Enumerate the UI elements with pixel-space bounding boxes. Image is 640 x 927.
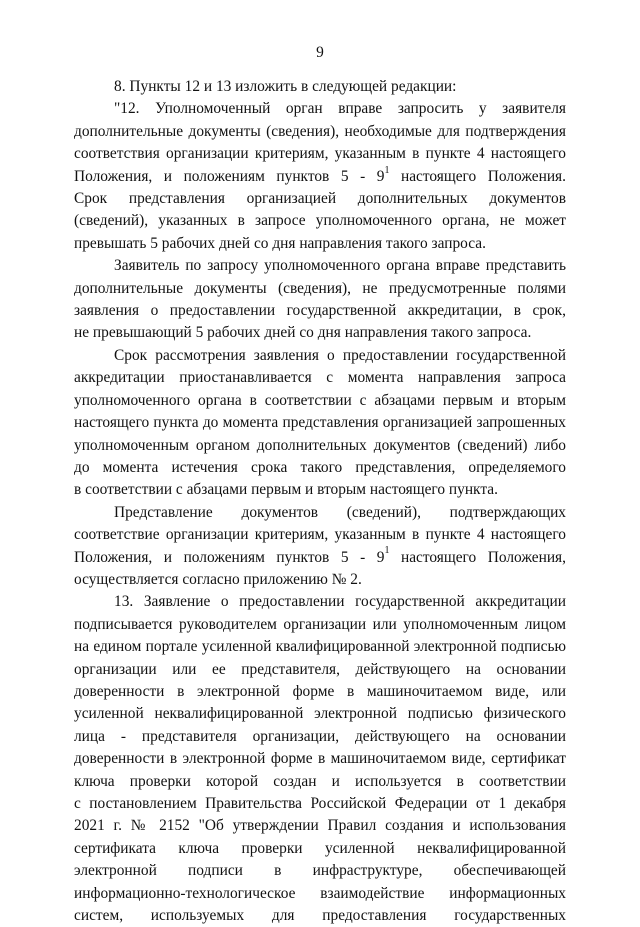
text-line (74, 166, 566, 188)
text-line: доверенности в электронной форме в машиночитаемом виде, сертификат (74, 750, 566, 768)
text-segment: Положения, и положениям пунктов 5 - 9 (74, 548, 385, 566)
text-line: информационно-технологическое взаимодействие информационных (74, 884, 566, 902)
text-line: систем, используемых для предоставления государственных (74, 907, 566, 925)
text-line: электронной подписи в инфраструктуре, обеспечивающей (74, 862, 566, 880)
text-segment: Положения, и положениям пунктов 5 - 9 (74, 167, 385, 185)
text-line (74, 547, 566, 569)
text-line: дополнительные документы (сведения), не предусмотренные полями (74, 279, 566, 297)
text-line: 8. Пункты 12 и 13 изложить в следующей редакции: (114, 78, 457, 95)
text-line: Срок представления организацией дополнительных документов (74, 190, 566, 208)
text-line: настоящего пункта до момента представления организацией запрошенных (74, 414, 566, 432)
document-body (74, 76, 566, 927)
text-line: в соответствии с абзацами первым и вторым настоящего пункта. (74, 481, 498, 499)
text-line: соответствия организации критериям, указанным в пункте 4 настоящего (74, 145, 566, 163)
text-line: (сведений), указанных в запросе уполномоченного органа, не может (74, 212, 566, 230)
paragraph (74, 502, 566, 592)
text-line: 13. Заявление о предоставлении государственной аккредитации (114, 593, 566, 611)
paragraph (74, 255, 566, 345)
text-line: лица - представителя организации, действующего на основании (74, 727, 566, 745)
text-line: Срок рассмотрения заявления о предоставлении государственной (114, 346, 566, 364)
superscript: 1 (384, 545, 390, 557)
text-line: Представление документов (сведений), подтверждающих (114, 503, 566, 521)
text-line: уполномоченного органа в соответствии с абзацами первым и вторым (74, 391, 566, 409)
text-line: превышать 5 рабочих дней со дня направления такого запроса. (74, 234, 486, 252)
text-line: на едином портале усиленной квалифицированной электронной подписью (74, 638, 566, 656)
text-line: сертификата ключа проверки усиленной неквалифицированной (74, 839, 566, 857)
superscript: 1 (384, 164, 390, 176)
text-line: до момента истечения срока такого представления, определяемого (74, 458, 566, 476)
text-line: организации или ее представителя, действующего на основании (74, 660, 566, 678)
text-line: не превышающий 5 рабочих дней со дня направления такого запроса. (74, 324, 532, 342)
page-number: 9 (316, 44, 324, 61)
text-line: ключа проверки которой создан и используется в соответствии (74, 772, 566, 790)
text-line: усиленной неквалифицированной электронной подписью физического (74, 705, 566, 723)
text-line: с постановлением Правительства Российской Федерации от 1 декабря (74, 795, 566, 812)
paragraph (74, 76, 566, 98)
text-segment: настоящего Положения, (389, 548, 566, 566)
text-line: 2021 г. № 2152 "Об утверждении Правил создания и использования (74, 817, 566, 835)
text-line: Заявитель по запросу уполномоченного органа вправе представить (114, 257, 566, 275)
text-line: осуществляется согласно приложению № 2. (74, 570, 362, 588)
text-segment: настоящего Положения. (389, 167, 566, 185)
text-line: соответствие организации критериям, указанным в пункте 4 настоящего (74, 526, 566, 544)
paragraph (74, 591, 566, 927)
text-line: подписывается руководителем организации или уполномоченным лицом (74, 615, 566, 633)
paragraph (74, 98, 566, 255)
paragraph (74, 345, 566, 502)
text-line: уполномоченным органом дополнительных документов (сведений) либо (74, 436, 566, 454)
text-line: дополнительные документы (сведения), необходимые для подтверждения (74, 122, 566, 140)
text-line: доверенности в электронной форме в машиночитаемом виде, или (74, 682, 566, 700)
text-line: "12. Уполномоченный орган вправе запросить у заявителя (114, 100, 566, 118)
text-line: аккредитации приостанавливается с момента направления запроса (74, 369, 566, 387)
text-line: заявления о предоставлении государственной аккредитации, в срок, (74, 302, 566, 320)
